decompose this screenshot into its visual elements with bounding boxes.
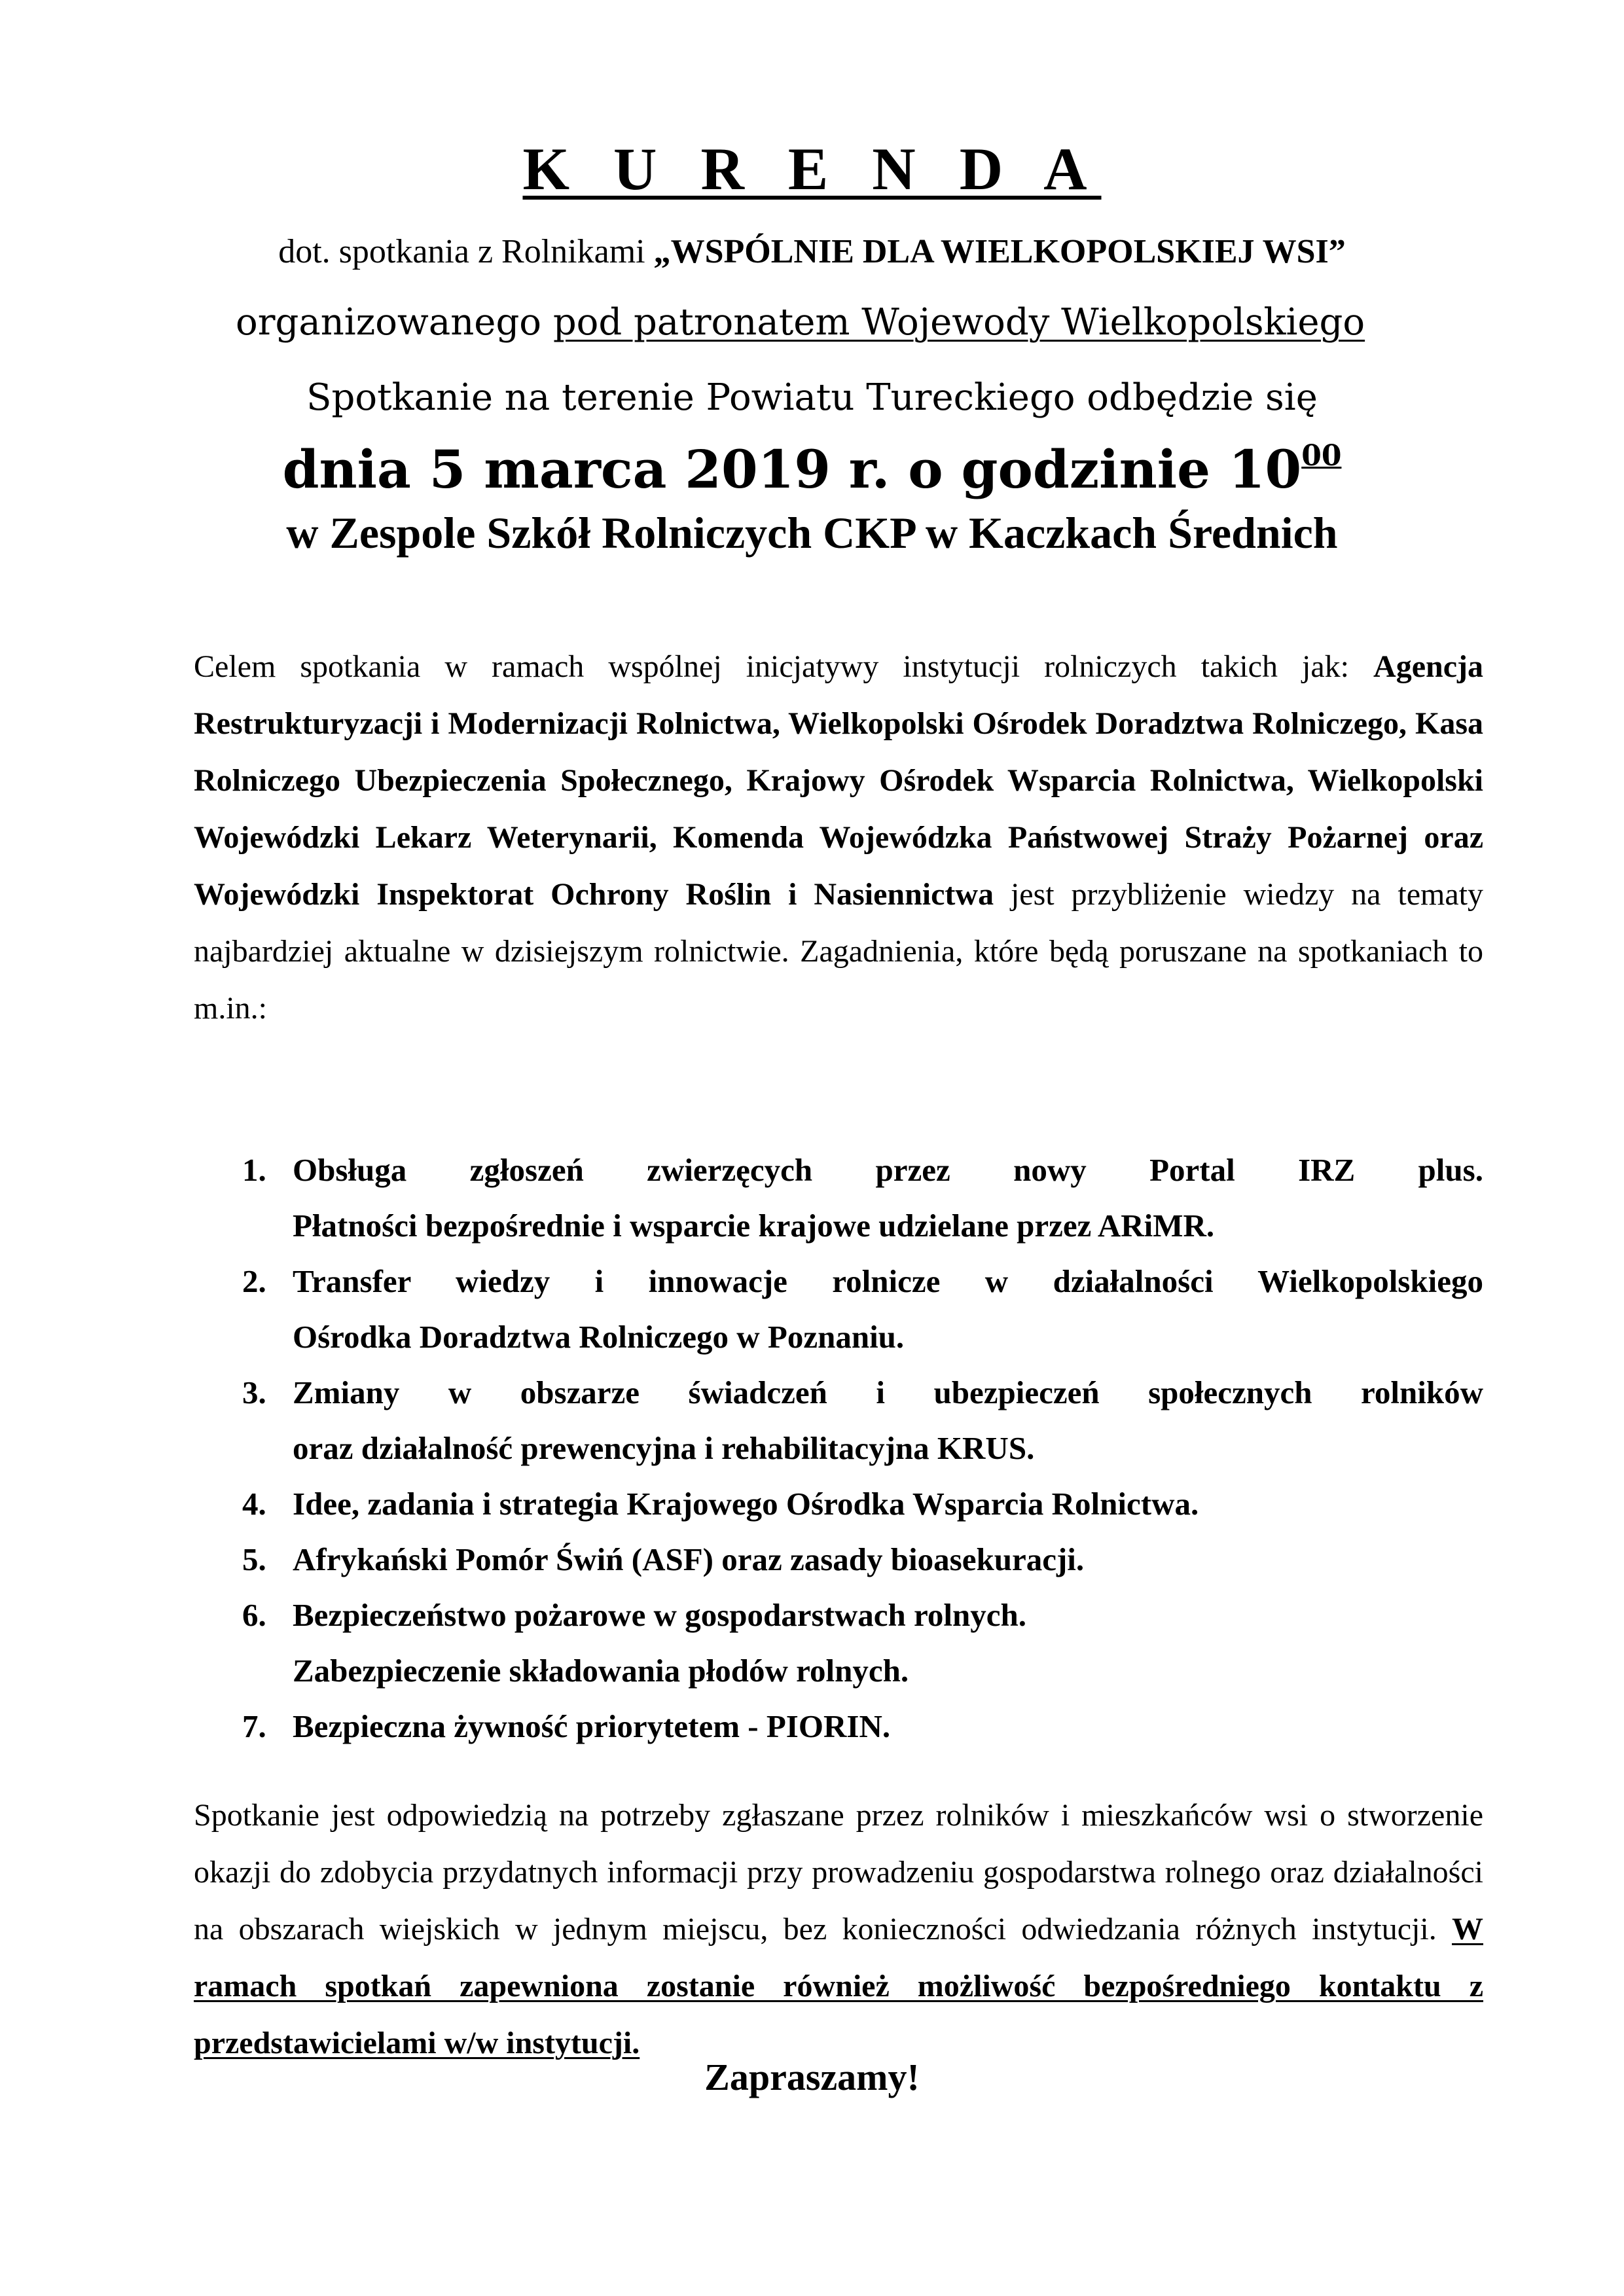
item-number: 5. xyxy=(242,1541,266,1577)
institutions-list: Agencja Restrukturyzacji i Modernizacji Rolnictwa, Wielkopolski Ośrodek Doradztwa Rolniczego, Kasa Rolniczego Ubezpieczenia Społecznego, Krajowy Ośrodek Wsparcia Rolnictwa, Wielkopolski Wojewódzki Lekarz Weterynarii, Komenda Wojewódzka Państwowej Straży Pożarnej oraz Wojewódzki Inspektorat Ochrony Roślin i Nasiennictwa xyxy=(194,649,1483,912)
item-line: Transfer wiedzy i innowacje rolnicze w działalności Wielkopolskiego xyxy=(293,1263,1483,1299)
organized-prefix: organizowanego xyxy=(236,301,553,344)
invitation: Zapraszamy! xyxy=(704,2056,920,2098)
item-number: 7. xyxy=(242,1708,266,1744)
list-item xyxy=(242,1587,1483,1698)
date-text: dnia 5 marca 2019 r. o godzinie 10 xyxy=(282,439,1302,500)
list-item xyxy=(242,1698,1483,1754)
patronage-line xyxy=(236,301,1365,344)
time-minutes: 00 xyxy=(1301,439,1342,473)
item-line: Zabezpieczenie składowania płodów rolnych. xyxy=(293,1653,909,1689)
program-name: „WSPÓLNIE DLA WIELKOPOLSKIEJ WSI” xyxy=(653,233,1346,270)
item-line: Bezpieczeństwo pożarowe w gospodarstwach rolnych. xyxy=(293,1597,1027,1633)
item-number: 4. xyxy=(242,1486,266,1522)
intro-paragraph xyxy=(194,638,1483,1037)
topics-list xyxy=(242,1142,1483,1754)
item-line: Bezpieczna żywność priorytetem - PIORIN. xyxy=(293,1708,891,1744)
patronage-text: pod patronatem Wojewody Wielkopolskiego xyxy=(552,301,1365,344)
list-item xyxy=(242,1532,1483,1587)
list-item xyxy=(242,1142,1483,1253)
meeting-date xyxy=(0,439,1624,500)
list-item xyxy=(242,1365,1483,1476)
item-line: Obsługa zgłoszeń zwierzęcych przez nowy Portal IRZ plus. xyxy=(293,1152,1483,1188)
item-line: Afrykański Pomór Świń (ASF) oraz zasady bioasekuracji. xyxy=(293,1541,1085,1577)
item-number: 1. xyxy=(242,1152,266,1188)
item-number: 2. xyxy=(242,1263,266,1299)
document-title: K U R E N D A xyxy=(522,135,1102,202)
item-line: Idee, zadania i strategia Krajowego Ośrodka Wsparcia Rolnictwa. xyxy=(293,1486,1199,1522)
item-line: Płatności bezpośrednie i wsparcie krajowe udzielane przez ARiMR. xyxy=(293,1208,1215,1244)
list-item xyxy=(242,1253,1483,1365)
item-line: Zmiany w obszarze świadczeń i ubezpieczeń społecznych rolników xyxy=(293,1374,1483,1410)
meeting-subtitle xyxy=(0,232,1624,271)
subtitle-prefix: dot. spotkania z Rolnikami xyxy=(278,233,654,270)
venue-intro: Spotkanie na terenie Powiatu Tureckiego odbędzie się xyxy=(306,376,1318,419)
item-line: Ośrodka Doradztwa Rolniczego w Poznaniu. xyxy=(293,1319,905,1355)
closing-text: Spotkanie jest odpowiedzią na potrzeby zgłaszane przez rolników i mieszkańców wsi o stworzenie okazji do zdobycia przydatnych informacji przy prowadzeniu gospodarstwa rolnego oraz działalności na obszarach wiejskich w jednym miejscu, bez konieczności odwiedzania różnych instytucji. xyxy=(194,1798,1483,1946)
item-line: oraz działalność prewencyjna i rehabilitacyjna KRUS. xyxy=(293,1430,1035,1466)
item-number: 3. xyxy=(242,1374,266,1410)
item-number: 6. xyxy=(242,1597,266,1633)
intro-tail: jest przybliżenie wiedzy na tematy najbardziej aktualne w dzisiejszym rolnictwie. Zagadnienia, które będą poruszane na spotkaniach to m.in.: xyxy=(194,877,1483,1026)
meeting-venue: w Zespole Szkół Rolniczych CKP w Kaczkach Średnich xyxy=(286,508,1338,558)
closing-emphasis: W ramach spotkań zapewniona zostanie również możliwość bezpośredniego kontaktu z przedstawicielami w/w instytucji. xyxy=(194,1912,1483,2060)
closing-paragraph xyxy=(194,1787,1483,2072)
list-item xyxy=(242,1476,1483,1532)
intro-lead: Celem spotkania w ramach wspólnej inicjatywy instytucji rolniczych takich jak: xyxy=(194,649,1374,684)
